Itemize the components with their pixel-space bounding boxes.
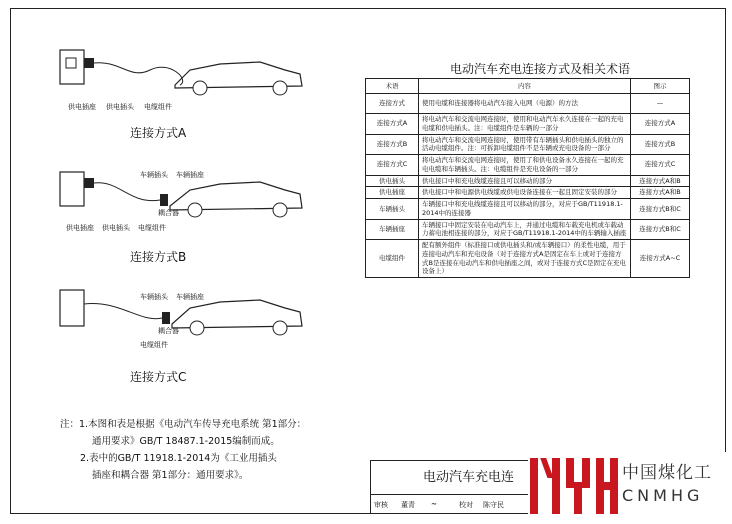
notes-block bbox=[60, 416, 306, 484]
content-cell: 车辆接口中固定安装在电动汽车上，并通过电缆和车载充电机或车载动力蓄电池相连接的部分，对应于GB/T11918.1-2014中的车辆输入插座 bbox=[419, 219, 631, 240]
diagram-a-label-1: 供电插座 bbox=[68, 103, 96, 111]
cable-shape bbox=[94, 63, 183, 85]
table-header-row bbox=[366, 79, 690, 94]
content-cell: 使用电缆和连接器将电动汽车接入电网（电源）的方法 bbox=[419, 94, 631, 114]
vehicle-plug-shape bbox=[160, 194, 168, 206]
term-cell: 连接方式A bbox=[366, 114, 419, 135]
diagram-a-caption: 连接方式A bbox=[130, 126, 187, 140]
content-cell: 车辆接口中和充电线缆连接且可以移动的部分，对应于GB/T11918.1-2014中的连接器 bbox=[419, 199, 631, 220]
table-row bbox=[366, 114, 690, 135]
connection-diagram-b bbox=[40, 160, 340, 270]
diagram-a-label-3: 电缆组件 bbox=[144, 103, 172, 111]
supply-socket-shape bbox=[60, 50, 84, 84]
content-cell: 供电接口中和电源供电线缆或供电设备连接在一起且固定安装的部分 bbox=[419, 187, 631, 199]
note-line: 插座和耦合器 第1部分：通用要求》。 bbox=[92, 470, 249, 481]
diagram-b-caption: 连接方式B bbox=[130, 250, 187, 264]
reviewer-name: 董青 bbox=[401, 501, 415, 509]
watermark-logo bbox=[528, 452, 732, 520]
table-row bbox=[366, 199, 690, 220]
term-cell: 车辆插头 bbox=[366, 199, 419, 220]
content-cell: 将电动汽车和交流电网连接时，使用和电动汽车永久连接在一起的充电电缆和供电插头。注：电缆组件是车辆的一部分 bbox=[419, 114, 631, 135]
term-cell: 连接方式B bbox=[366, 134, 419, 155]
charging-equipment-shape bbox=[60, 290, 84, 326]
term-cell: 电缆组件 bbox=[366, 240, 419, 278]
content-cell: 将电动汽车和交流电网连接时，使用了和供电设备永久连接在一起的充电电缆和车辆插头。注：电缆组件是充电设备的一部分 bbox=[419, 155, 631, 176]
table-row bbox=[366, 134, 690, 155]
figure-cell: — bbox=[631, 94, 690, 114]
table-title: 电动汽车充电连接方式及相关术语 bbox=[449, 62, 630, 76]
table-row bbox=[366, 187, 690, 199]
diagram-c-label-4: 电缆组件 bbox=[140, 341, 168, 349]
cnmhg-logo-icon bbox=[528, 452, 618, 520]
check-label: 校对 bbox=[459, 501, 473, 509]
diagram-b-label-6: 电缆组件 bbox=[138, 224, 166, 232]
review-label: 审核 bbox=[374, 501, 388, 509]
table-row bbox=[366, 94, 690, 114]
supply-plug-shape bbox=[84, 58, 94, 68]
term-cell: 车辆插座 bbox=[366, 219, 419, 240]
content-cell: 将电动汽车和交流电网连接时，使用带有车辆插头和供电插头的独立的活动电缆组件。注：可拆卸电缆组件不是车辆或充电设备的一部分 bbox=[419, 134, 631, 155]
diagram-b-label-5: 供电插头 bbox=[102, 224, 130, 232]
diagram-c-label-2: 车辆插座 bbox=[176, 293, 204, 301]
reviewer-signature: ~ bbox=[431, 500, 437, 508]
content-cell: 供电接口中和充电线缆连接且可以移动的部分 bbox=[419, 175, 631, 187]
diagram-b-label-1: 车辆插头 bbox=[140, 171, 168, 179]
figure-cell: 连接方式B bbox=[631, 134, 690, 155]
figure-cell: 连接方式C bbox=[631, 155, 690, 176]
connection-diagram-a bbox=[40, 40, 340, 150]
checker-name: 陈守民 bbox=[483, 501, 504, 509]
note-line: 2.表中的GB/T 11918.1-2014为《工业用插头 bbox=[80, 453, 277, 464]
diagram-b-label-4: 供电插座 bbox=[66, 224, 94, 232]
diagram-c-caption: 连接方式C bbox=[130, 370, 187, 384]
table-row bbox=[366, 219, 690, 240]
diagram-b-label-3: 耦合器 bbox=[158, 209, 179, 217]
figure-cell: 连接方式B和C bbox=[631, 219, 690, 240]
figure-cell: 连接方式A bbox=[631, 114, 690, 135]
table-row bbox=[366, 175, 690, 187]
diagram-c-label-1: 车辆插头 bbox=[140, 293, 168, 301]
title-block-title: 电动汽车充电连 bbox=[371, 461, 631, 495]
terms-table bbox=[365, 78, 690, 278]
note-line: 通用要求》GB/T 18487.1-2015编制而成。 bbox=[92, 436, 280, 447]
diagram-c-label-3: 耦合器 bbox=[158, 327, 179, 335]
term-cell: 连接方式 bbox=[366, 94, 419, 114]
term-cell: 供电插座 bbox=[366, 187, 419, 199]
term-cell: 连接方式C bbox=[366, 155, 419, 176]
diagram-b-label-2: 车辆插座 bbox=[176, 171, 204, 179]
figure-cell: 连接方式A和B bbox=[631, 187, 690, 199]
logo-chinese-text: 中国煤化工 bbox=[622, 463, 712, 483]
connection-diagram-c bbox=[40, 278, 340, 388]
table-row bbox=[366, 240, 690, 278]
content-cell: 配有额外组件（标准接口或供电插头和/或车辆接口）的柔性电缆，用于连接电动汽车和充电设备（对于连接方式A是固定在车上或对于连接方式B是连接在电动汽车和供电插座之间，或对于连接方式C是固定在充电设备上） bbox=[419, 240, 631, 278]
figure-cell: 连接方式A和B bbox=[631, 175, 690, 187]
figure-cell: 连接方式A~C bbox=[631, 240, 690, 278]
header-content: 内容 bbox=[419, 79, 631, 94]
diagram-a-label-2: 供电插头 bbox=[106, 103, 134, 111]
table-row bbox=[366, 155, 690, 176]
term-cell: 供电插头 bbox=[366, 175, 419, 187]
header-figure: 图示 bbox=[631, 79, 690, 94]
note-line: 注：1.本图和表是根据《电动汽车传导充电系统 第1部分： bbox=[60, 419, 307, 430]
header-term: 术语 bbox=[366, 79, 419, 94]
logo-english-text: CNMHG bbox=[622, 486, 704, 505]
figure-cell: 连接方式B和C bbox=[631, 199, 690, 220]
connection-c-illustration bbox=[40, 278, 340, 358]
